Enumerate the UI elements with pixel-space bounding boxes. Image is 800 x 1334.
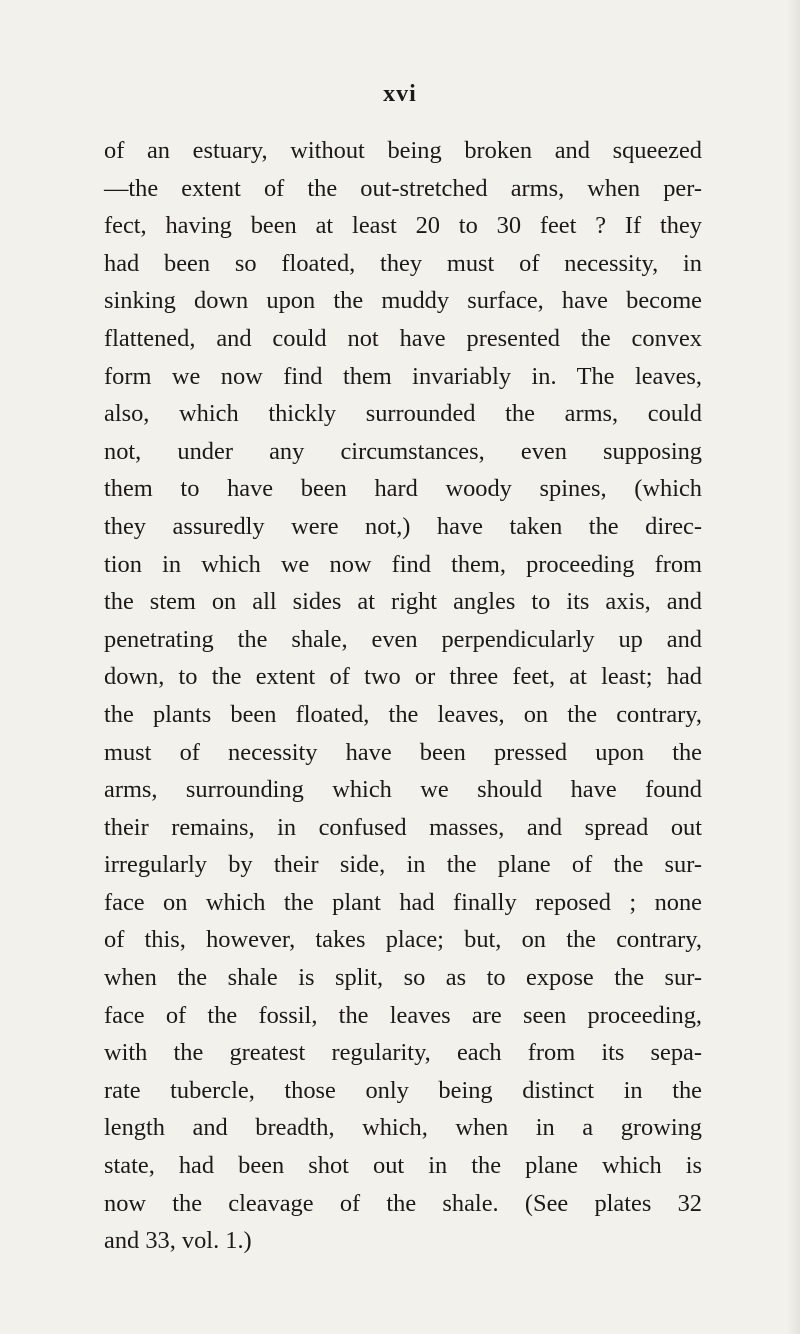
text-line: state, had been shot out in the plane which is <box>104 1152 702 1180</box>
text-line: flattened, and could not have presented the convex <box>104 324 702 352</box>
text-line: the plants been floated, the leaves, on the contrary, <box>104 700 702 728</box>
text-line: sinking down upon the muddy surface, have become <box>104 287 702 315</box>
text-line: must of necessity have been pressed upon the <box>104 738 702 766</box>
text-line: when the shale is split, so as to expose the sur- <box>104 964 702 992</box>
page-number-header: xvi <box>383 81 417 107</box>
text-line: form we now find them invariably in. The leaves, <box>104 362 702 390</box>
text-line: rate tubercle, those only being distinct in the <box>104 1076 702 1104</box>
text-line: fect, having been at least 20 to 30 feet ? If they <box>104 212 702 240</box>
body-text <box>104 132 702 1260</box>
text-line: also, which thickly surrounded the arms, could <box>104 400 702 428</box>
text-line: their remains, in confused masses, and spread out <box>104 813 702 841</box>
text-line: face on which the plant had finally reposed ; none <box>104 888 702 916</box>
text-line: and 33, vol. 1.) <box>104 1227 252 1255</box>
text-line: of this, however, takes place; but, on the contrary, <box>104 926 702 954</box>
text-line: length and breadth, which, when in a growing <box>104 1114 702 1142</box>
text-line: with the greatest regularity, each from its sepa- <box>104 1039 702 1067</box>
text-line: them to have been hard woody spines, (which <box>104 475 702 503</box>
page-edge-shadow <box>786 0 800 1334</box>
text-line: irregularly by their side, in the plane of the sur- <box>104 851 702 879</box>
text-line: the stem on all sides at right angles to its axis, and <box>104 588 702 616</box>
text-line: face of the fossil, the leaves are seen proceeding, <box>104 1001 702 1029</box>
text-line: penetrating the shale, even perpendicularly up and <box>104 625 702 653</box>
text-line: now the cleavage of the shale. (See plates 32 <box>104 1189 702 1217</box>
text-line: not, under any circumstances, even supposing <box>104 437 702 465</box>
text-line: they assuredly were not,) have taken the direc- <box>104 512 702 540</box>
text-line: arms, surrounding which we should have found <box>104 776 702 804</box>
text-line: had been so floated, they must of necessity, in <box>104 249 702 277</box>
text-line: —the extent of the out-stretched arms, when per- <box>104 174 702 202</box>
text-line: down, to the extent of two or three feet, at least; had <box>104 663 702 691</box>
text-line: of an estuary, without being broken and squeezed <box>104 137 702 164</box>
text-line: tion in which we now find them, proceeding from <box>104 550 702 578</box>
